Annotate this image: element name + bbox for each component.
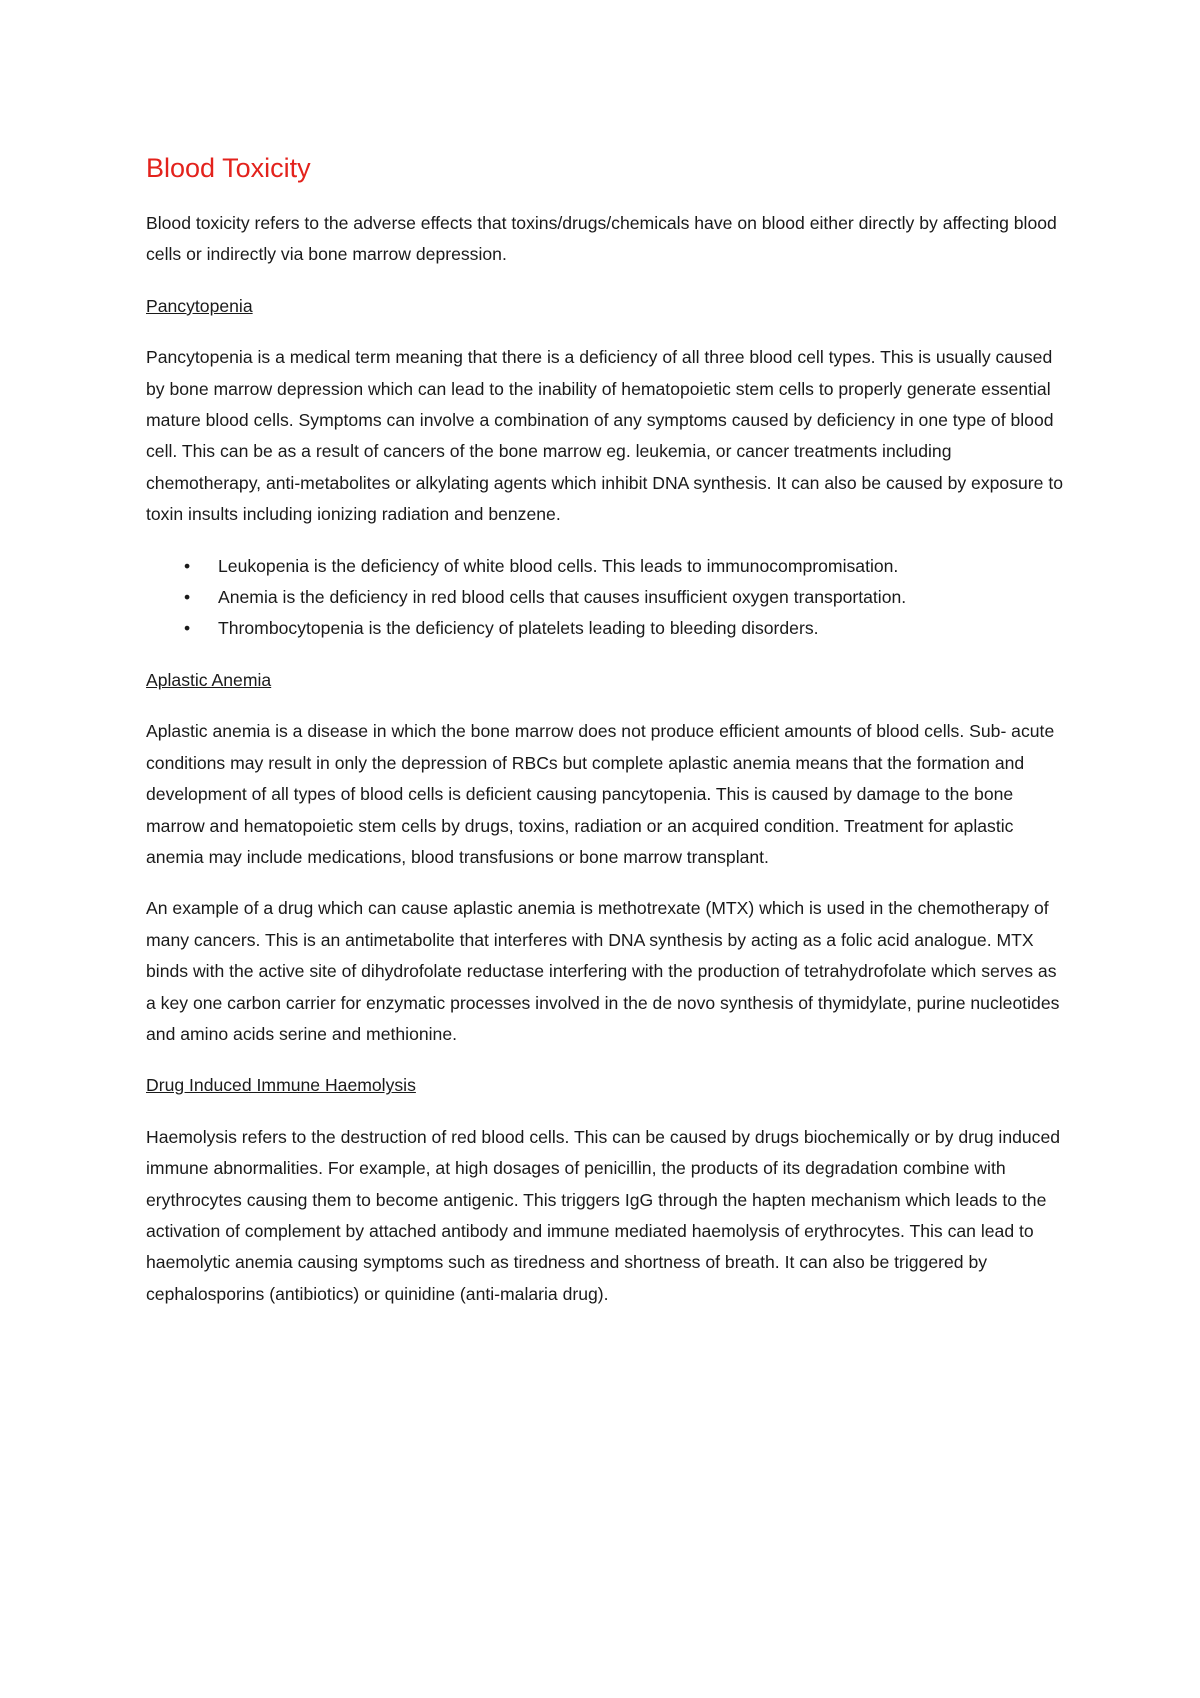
page-title: Blood Toxicity — [146, 153, 311, 183]
section-heading-haemolysis: Drug Induced Immune Haemolysis — [146, 1075, 416, 1096]
haemolysis-paragraph: Haemolysis refers to the destruction of red blood cells. This can be caused by drugs biochemically or by drug induced immune abnormalities. For example, at high dosages of penicillin, the products of its degradation combine with erythrocytes causing them to become antigenic. This triggers IgG through the hapten mechanism which leads to the activation of complement by attached antibody and immune mediated haemolysis of erythrocytes. This can lead to haemolytic anemia causing symptoms such as tiredness and shortness of breath. It can also be triggered by cephalosporins (antibiotics) or quinidine (anti-malaria drug). — [146, 1126, 1061, 1304]
list-item — [146, 613, 1071, 644]
bullet-icon: • — [184, 555, 191, 576]
list-item-text: Anemia is the deficiency in red blood cells that causes insufficient oxygen transportation. — [218, 587, 907, 608]
pancytopenia-paragraph: Pancytopenia is a medical term meaning that there is a deficiency of all three blood cell types. This is usually caused by bone marrow depression which can lead to the inability of hematopoietic stem cells to properly generate essential mature blood cells. Symptoms can involve a combination of any symptoms caused by deficiency in one type of blood cell. This can be as a result of cancers of the bone marrow eg. leukemia, or cancer treatments including chemotherapy, anti-metabolites or alkylating agents which inhibit DNA synthesis. It can also be caused by exposure to toxin insults including ionizing radiation and benzene. — [146, 347, 1063, 525]
aplastic-anemia-paragraph-1: Aplastic anemia is a disease in which the bone marrow does not produce efficient amounts of blood cells. Sub- acute conditions may result in only the depression of RBCs but complete aplastic anemia means that the formation and development of all types of blood cells is deficient causing pancytopenia. This is caused by damage to the bone marrow and hematopoietic stem cells by drugs, toxins, radiation or an acquired condition. Treatment for aplastic anemia may include medications, blood transfusions or bone marrow transplant. — [146, 721, 1055, 867]
bullet-icon: • — [184, 587, 191, 608]
aplastic-anemia-paragraph-2: An example of a drug which can cause aplastic anemia is methotrexate (MTX) which is used in the chemotherapy of many cancers. This is an antimetabolite that interferes with DNA synthesis by acting as a folic acid analogue. MTX binds with the active site of dihydrofolate reductase interfering with the production of tetrahydrofolate which serves as a key one carbon carrier for enzymatic processes involved in the de novo synthesis of thymidylate, purine nucleotides and amino acids serine and methionine. — [146, 898, 1060, 1044]
intro-paragraph: Blood toxicity refers to the adverse effects that toxins/drugs/chemicals have on blood either directly by affecting blood cells or indirectly via bone marrow depression. — [146, 213, 1057, 265]
section-heading-pancytopenia: Pancytopenia — [146, 295, 253, 316]
bullet-icon: • — [184, 618, 191, 639]
list-item-text: Thrombocytopenia is the deficiency of platelets leading to bleeding disorders. — [218, 618, 819, 639]
document-body — [146, 148, 1071, 1330]
cell-deficiency-list — [146, 551, 1071, 645]
list-item-text: Leukopenia is the deficiency of white blood cells. This leads to immunocompromisation. — [218, 555, 899, 576]
section-heading-aplastic-anemia: Aplastic Anemia — [146, 669, 272, 690]
list-item — [146, 551, 1071, 582]
list-item — [146, 582, 1071, 613]
